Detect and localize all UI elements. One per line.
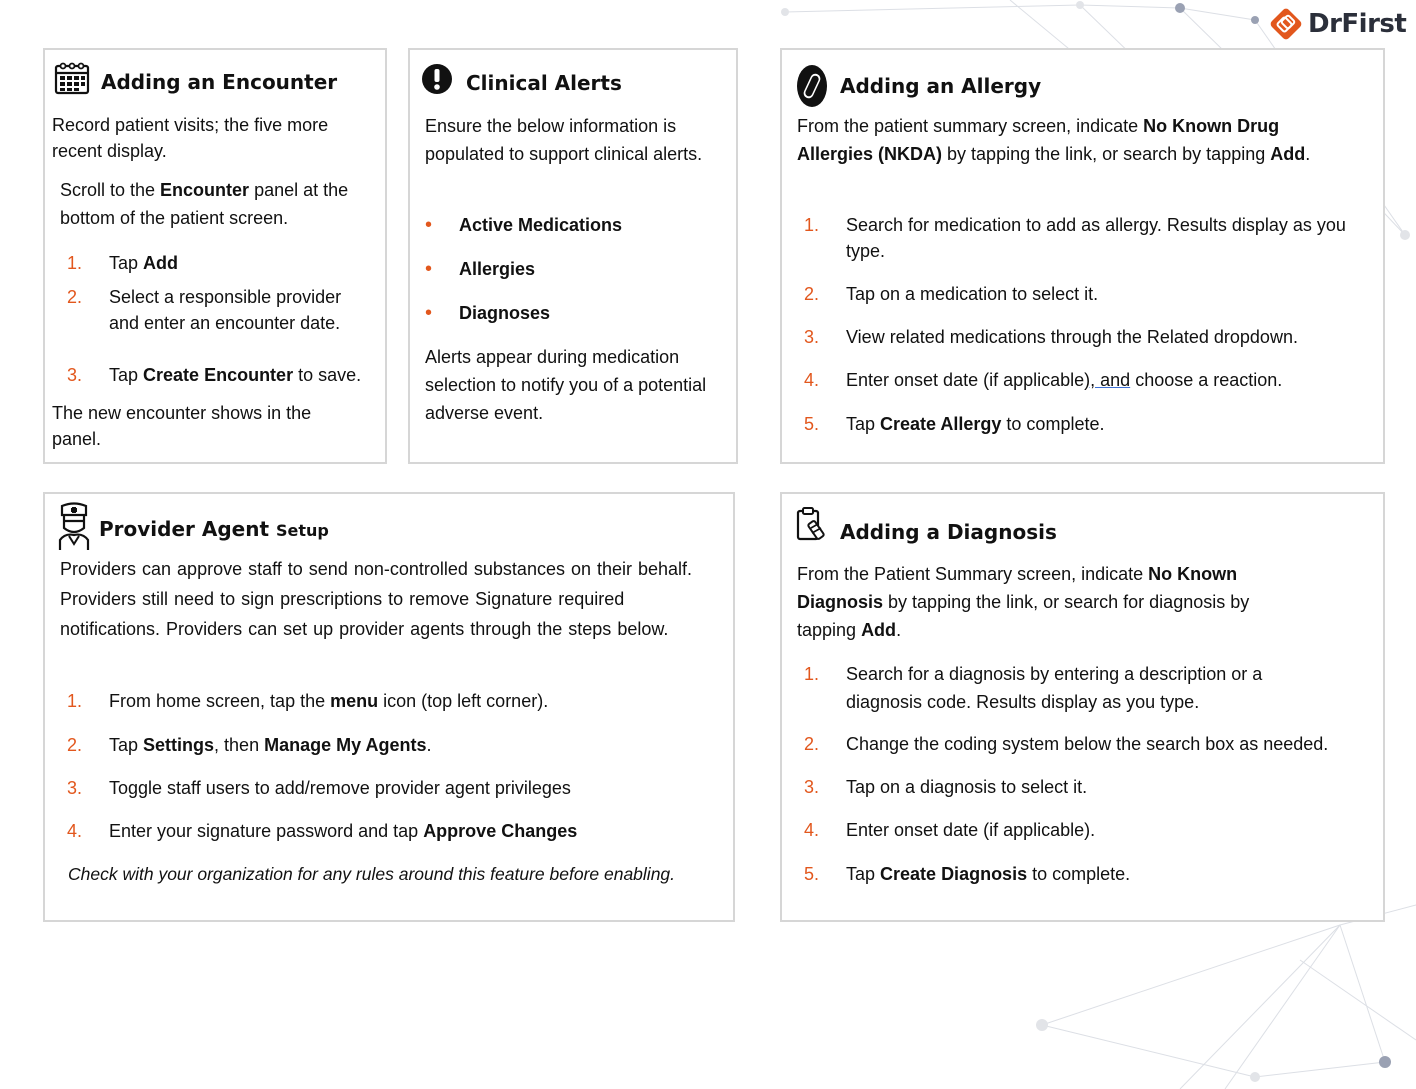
list-item [804,861,1374,888]
step-text-a: Tap [109,735,144,755]
encounter-scroll-text-c: panel at the bottom of the patient screen. [60,180,349,228]
step-text-c: choose a reaction. [1130,370,1283,390]
list-item [67,688,717,732]
step-text-a: Tap [846,864,881,884]
step-number: 1. [67,253,83,273]
step-text-bold-2: Manage My Agents [264,735,427,755]
alerts-intro: Ensure the below information is populated to support clinical alerts. [425,116,703,164]
step-number: 3. [804,327,820,347]
alerts-header [420,62,622,96]
step-text-c: , then [214,735,265,755]
diagnosis-intro-d: Add [861,620,897,640]
bullet-text: Active Medications [459,215,623,235]
diagnosis-steps [804,660,1374,888]
list-item [67,362,377,389]
step-number: 1. [67,691,83,711]
encounter-scroll-text-b: Encounter [160,180,250,200]
agent-intro: Providers can approve staff to send non-controlled substances on their behalf. Providers still need to sign prescriptions to remove Signature required notifications. Providers can set up provider agents through the steps below. [60,559,693,639]
list-item [425,300,622,344]
alerts-title: Clinical Alerts [466,71,622,95]
diagnosis-intro-a: From the Patient Summary screen, indicate [797,564,1149,584]
agent-header [57,502,329,552]
step-number: 4. [67,821,83,841]
allergy-intro-b: No Known Drug Allergies (NKDA) [797,116,1280,164]
bullet-glyph: • [425,302,433,324]
step-number: 3. [67,778,83,798]
bullet-text: Diagnoses [459,303,551,323]
step-text [846,861,1130,888]
allergy-steps [804,212,1374,438]
alerts-card [408,48,738,464]
step-text: Enter onset date (if applicable). [846,820,1096,840]
allergy-header [796,64,1041,108]
diagnosis-card [780,492,1385,922]
diagnosis-intro-c: by tapping the link, or search for diagnosis by tapping [797,592,1250,640]
step-text [109,362,361,389]
step-text: Search for medication to add as allergy. Results display as you type. [846,215,1346,261]
list-item [67,250,377,284]
nurse-icon [57,502,91,552]
list-item [804,774,1374,817]
allergy-intro-e: . [1305,144,1311,164]
agent-steps [67,688,717,845]
step-text-underlined: ), and [1084,370,1131,390]
step-text: Toggle staff users to add/remove provider agent privileges [109,778,571,798]
agent-title [99,517,329,541]
bullet-glyph: • [425,258,433,280]
step-text-a: Tap [846,414,881,434]
encounter-intro: Record patient visits; the five more recent display. [52,115,329,161]
step-number: 2. [804,734,820,754]
step-text-bold: Create Encounter [143,365,294,385]
encounter-card [43,48,387,464]
step-text: Tap on a medication to select it. [846,284,1099,304]
encounter-scroll-instruction [60,176,360,232]
step-text-a: Tap [109,253,144,273]
allergy-title: Adding an Allergy [840,74,1042,98]
step-number: 1. [804,215,820,235]
diagnosis-intro-b: No Known Diagnosis [797,564,1238,612]
list-item [804,817,1374,861]
list-item [67,732,717,775]
allergy-intro-d: Add [1270,144,1306,164]
step-text [109,250,178,284]
step-text: Change the coding system below the search box as needed. [846,734,1329,754]
list-item [804,281,1374,324]
agent-note: Check with your organization for any rules around this feature before enabling. [68,864,676,884]
step-number: 5. [804,414,820,434]
step-text: Select a responsible provider and enter an encounter date. [109,287,342,333]
list-item [425,212,622,256]
allergy-intro-a: From the patient summary screen, indicate [797,116,1144,136]
encounter-header [53,60,337,96]
list-item [804,411,1374,438]
allergy-intro [797,112,1317,168]
clipboard-icon [796,507,828,543]
step-text-bold: Settings [143,735,215,755]
step-text-bold: Create Allergy [880,414,1002,434]
step-text: Search for a diagnosis by entering a description or a diagnosis code. Results display as you type. [846,664,1263,712]
step-text-bold: Approve Changes [423,821,578,841]
list-item [804,660,1374,731]
step-number: 3. [67,365,83,385]
step-number: 3. [804,777,820,797]
step-text [109,732,431,775]
bullet-text: Allergies [459,259,536,279]
diagnosis-intro-e: . [896,620,902,640]
encounter-outro: The new encounter shows in the panel. [52,403,312,449]
list-item [67,284,377,362]
list-item [804,367,1374,411]
alerts-outro: Alerts appear during medication selection to notify you of a potential adverse event. [425,347,707,423]
exclamation-icon [420,62,454,96]
step-text-a: Enter onset date (if applicable [846,370,1085,390]
step-text [109,818,577,845]
step-text: Tap on a diagnosis to select it. [846,777,1088,797]
drfirst-logo [1268,6,1406,42]
encounter-title: Adding an Encounter [101,70,338,94]
diagnosis-title: Adding a Diagnosis [840,520,1057,544]
encounter-steps [67,250,377,389]
diagnosis-header [796,506,1057,544]
step-text [846,367,1282,411]
list-item [67,818,717,845]
agent-card [43,492,735,922]
list-item [804,212,1374,281]
step-text [846,411,1104,438]
step-text-a: Enter your signature password and tap [109,821,424,841]
agent-title-small: Setup [275,521,329,540]
encounter-scroll-text-a: Scroll to the [60,180,161,200]
step-text-c: to save. [293,365,362,385]
list-item [67,775,717,818]
brand-name: DrFirst [1308,9,1407,39]
step-number: 2. [804,284,820,304]
step-text-c: icon (top left corner). [378,691,549,711]
list-item [425,256,622,300]
allergy-card [780,48,1385,464]
step-number: 2. [67,287,83,307]
pill-icon [796,64,828,108]
diagnosis-intro [797,560,1297,644]
step-text-a: Tap [109,365,144,385]
list-item [804,731,1374,774]
step-text [109,688,548,732]
step-number: 4. [804,820,820,840]
allergy-intro-c: by tapping the link, or search by tapping [942,144,1271,164]
step-number: 1. [804,664,820,684]
step-text-a: From home screen, tap the [109,691,331,711]
step-text-bold: Create Diagnosis [880,864,1028,884]
step-number: 2. [67,735,83,755]
step-text-bold: menu [330,691,379,711]
drfirst-logo-icon [1268,6,1304,42]
step-text-c: to complete. [1027,864,1131,884]
step-number: 5. [804,864,820,884]
calendar-icon [53,60,91,96]
alerts-bullets [425,212,622,344]
step-text-bold: Add [143,253,179,273]
agent-title-main: Provider Agent [99,517,276,541]
bullet-glyph: • [425,214,433,236]
step-text-c: to complete. [1001,414,1105,434]
step-text: View related medications through the Related dropdown. [846,327,1298,347]
step-number: 4. [804,370,820,390]
step-text-e: . [426,735,432,755]
list-item [804,324,1374,367]
